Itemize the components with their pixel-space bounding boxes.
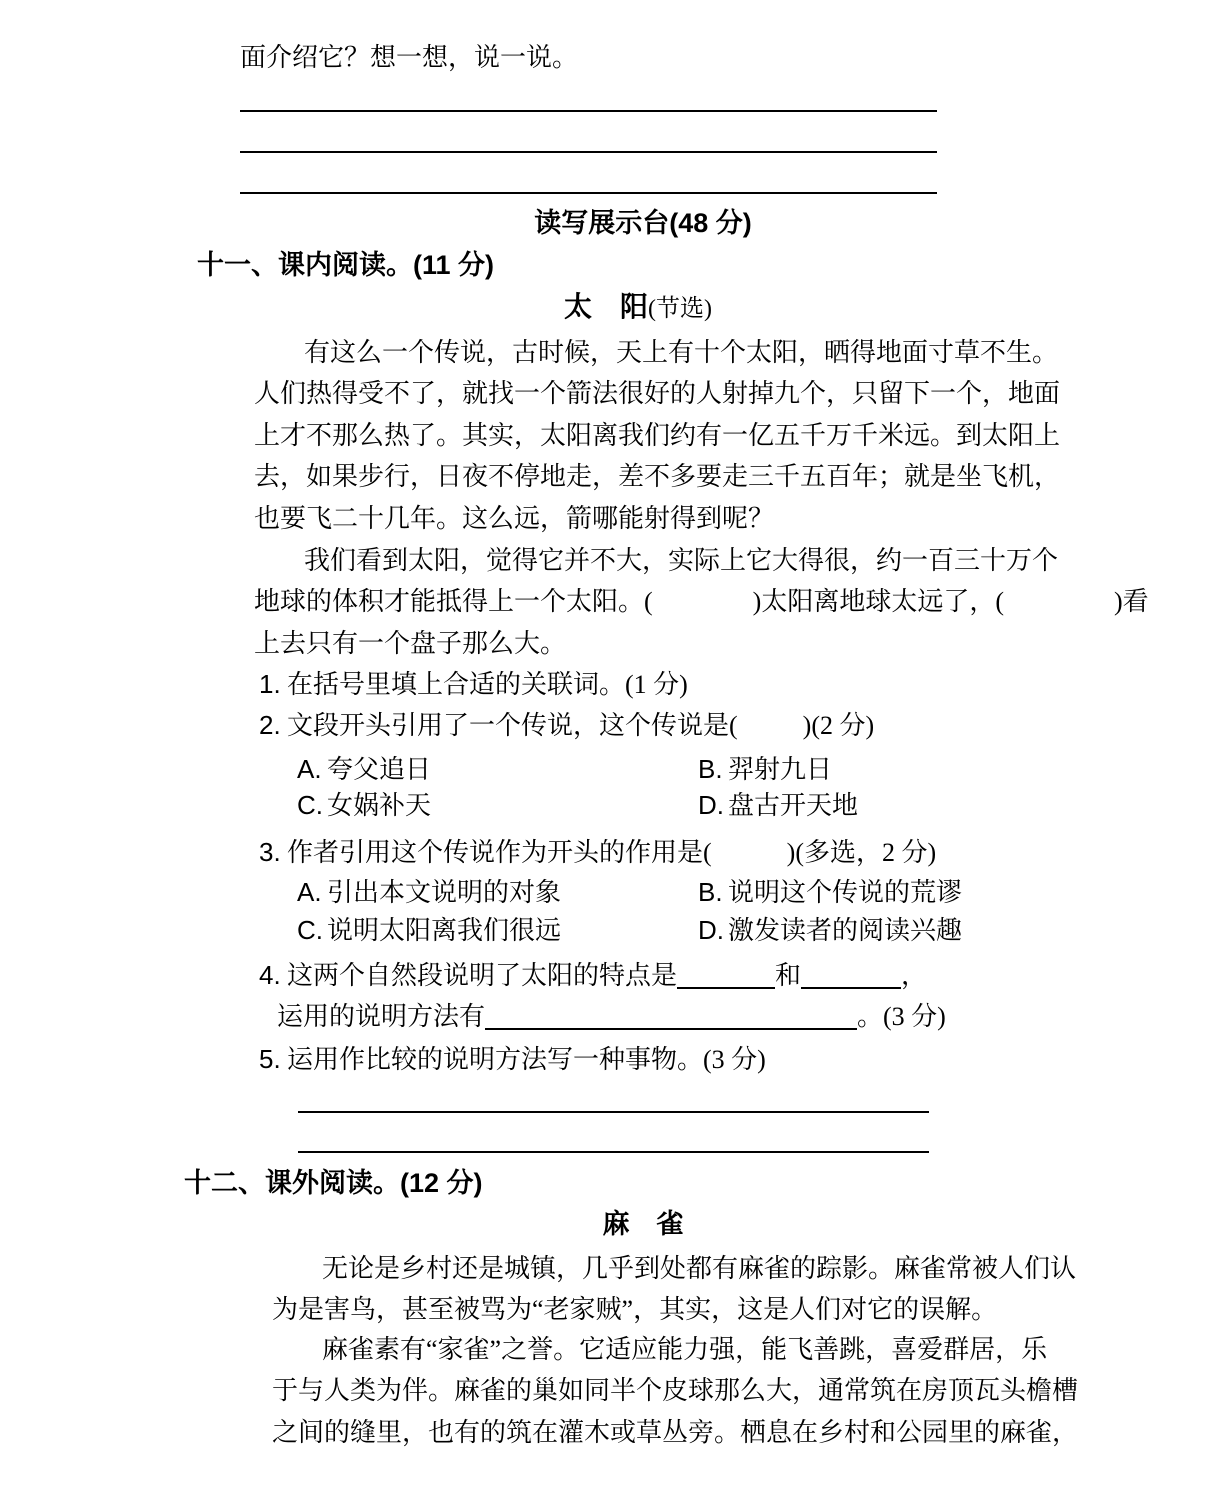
passage-line: 上才不那么热了。其实，太阳离我们约有一亿五千万千米远。到太阳上 — [254, 420, 1061, 450]
question-number: 5. — [259, 1044, 281, 1074]
question-stem: 文段开头引用了一个传说，这个传说是( — [287, 711, 738, 740]
passage-line: 于与人类为伴。麻雀的巢如同半个皮球那么大，通常筑在房顶瓦头檐槽 — [272, 1376, 1079, 1406]
passage-line: 之间的缝里，也有的筑在灌木或草丛旁。栖息在乡村和公园里的麻雀， — [272, 1417, 1079, 1447]
sun-paragraph-1 — [254, 332, 1060, 539]
sun-title — [233, 292, 1043, 324]
option-letter: B. — [698, 754, 723, 784]
passage-line: 我们看到太阳，觉得它并不大，实际上它大得很，约一百三十万个 — [304, 546, 1059, 575]
section-banner: 读写展示台(48 分) — [534, 208, 752, 238]
option-letter: A. — [297, 877, 322, 907]
section-12-heading: 十二、课外阅读。(12 分) — [184, 1168, 483, 1198]
question-number: 4. — [259, 960, 281, 990]
question-3 — [259, 838, 936, 867]
question-stem-score: )(2 分) — [802, 711, 875, 740]
question-2 — [259, 711, 874, 740]
question-5 — [259, 1045, 766, 1074]
question-stem: 作者引用这个传说作为开头的作用是( — [287, 838, 712, 867]
sun-paragraph-2 — [254, 540, 1149, 664]
answer-blank-line-5 — [298, 1151, 929, 1153]
question-4-line-2 — [277, 1003, 946, 1031]
sparrow-paragraph-1 — [272, 1248, 1076, 1331]
question-text: ， — [901, 961, 928, 990]
passage-line: 有这么一个传说，古时候，天上有十个太阳，晒得地面寸草不生。 — [304, 338, 1059, 367]
fill-blank-3 — [485, 1026, 857, 1030]
question-3-option-b — [698, 878, 962, 907]
passage-line: 麻雀素有“家雀”之誉。它适应能力强，能飞善跳，喜爱群居，乐 — [322, 1335, 1048, 1364]
intro-text: 面介绍它？想一想，说一说。 — [240, 43, 579, 72]
sun-title-suffix: (节选) — [648, 296, 712, 322]
question-2-option-d — [698, 791, 858, 820]
option-letter: D. — [698, 915, 724, 945]
passage-line: 也要飞二十几年。这么远，箭哪能射得到呢？ — [254, 503, 775, 533]
question-text: 和 — [775, 961, 802, 990]
question-2-option-b — [698, 755, 832, 784]
question-3-option-a — [297, 878, 561, 907]
question-number: 2. — [259, 710, 281, 740]
option-text: 羿射九日 — [728, 755, 833, 784]
option-text: 夸父追日 — [327, 755, 432, 784]
section-11-heading: 十一、课内阅读。(11 分) — [197, 250, 495, 280]
question-2-option-a — [297, 755, 431, 784]
option-text: 盘古开天地 — [728, 791, 859, 820]
passage-line: 无论是乡村还是城镇，几乎到处都有麻雀的踪影。麻雀常被人们认 — [322, 1254, 1077, 1283]
passage-line-with-blanks: 地球的体积才能抵得上一个太阳。( )太阳离地球太远了，( )看 — [254, 587, 1149, 617]
option-text: 引出本文说明的对象 — [327, 878, 562, 907]
question-text-score: 。(3 分) — [857, 1002, 946, 1031]
question-number: 3. — [259, 837, 281, 867]
answer-blank-line-4 — [298, 1111, 929, 1113]
option-letter: A. — [297, 754, 322, 784]
question-stem-score: )(多选，2 分) — [786, 838, 937, 867]
option-text: 激发读者的阅读兴趣 — [728, 916, 963, 945]
passage-line: 人们热得受不了，就找一个箭法很好的人射掉九个，只留下一个，地面 — [254, 379, 1061, 409]
option-letter: C. — [297, 915, 323, 945]
question-3-option-c — [297, 916, 561, 945]
sun-title-main: 太 阳 — [564, 291, 649, 322]
answer-blank-line-2 — [240, 151, 937, 153]
passage-line: 去，如果步行，日夜不停地走，差不多要走三千五百年；就是坐飞机， — [254, 462, 1061, 492]
question-1 — [259, 670, 688, 699]
question-text: 在括号里填上合适的关联词。(1 分) — [287, 670, 688, 699]
question-text: 运用作比较的说明方法写一种事物。(3 分) — [287, 1045, 766, 1074]
option-text: 说明太阳离我们很远 — [327, 916, 562, 945]
option-letter: C. — [297, 790, 323, 820]
option-text: 女娲补天 — [327, 791, 432, 820]
question-3-option-d — [698, 916, 962, 945]
question-number: 1. — [259, 669, 281, 699]
passage-line: 为是害鸟，甚至被骂为“老家贼”，其实，这是人们对它的误解。 — [272, 1295, 998, 1325]
fill-blank-1 — [677, 985, 775, 989]
sparrow-title: 麻 雀 — [602, 1209, 684, 1239]
passage-line: 上去只有一个盘子那么大。 — [254, 628, 567, 658]
option-letter: D. — [698, 790, 724, 820]
option-text: 说明这个传说的荒谬 — [728, 878, 963, 907]
option-letter: B. — [698, 877, 723, 907]
answer-blank-line-3 — [240, 192, 937, 194]
fill-blank-2 — [801, 985, 901, 989]
question-text: 运用的说明方法有 — [277, 1002, 486, 1031]
question-2-option-c — [297, 791, 431, 820]
answer-blank-line-1 — [240, 110, 937, 112]
question-4-line-1 — [259, 961, 927, 990]
question-text: 这两个自然段说明了太阳的特点是 — [287, 961, 678, 990]
sparrow-paragraph-2 — [272, 1329, 1078, 1453]
